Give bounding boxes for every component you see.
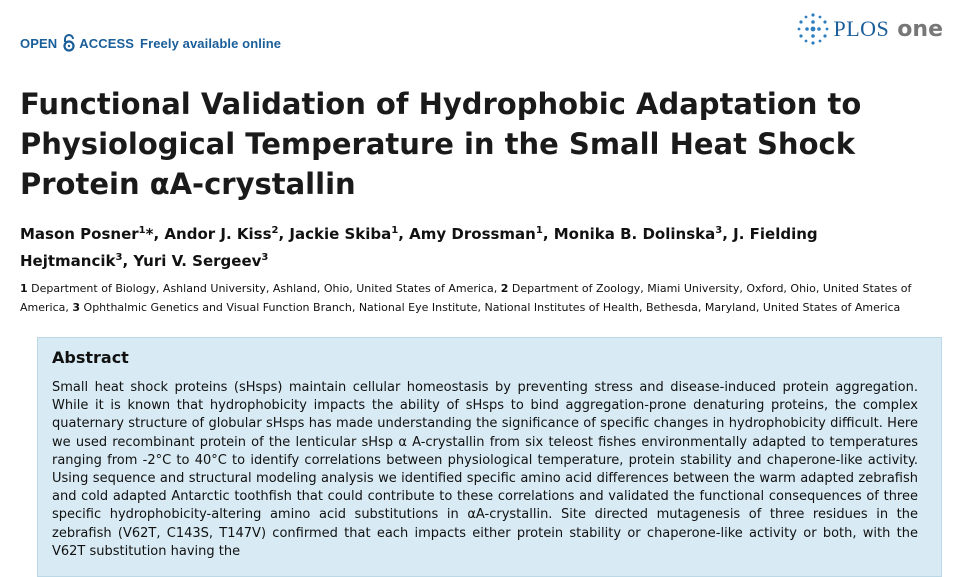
- affiliation-number: 2: [500, 282, 509, 295]
- plos-one-logo[interactable]: [796, 12, 944, 46]
- plos-dots-icon: [796, 12, 830, 46]
- abstract-text: Small heat shock proteins (sHsps) maintain cellular homeostasis by preventing stress and disease-induced protein aggregation. While it is known that hydrophobicity impacts the ability of sHsps to bind aggregation-prone denaturing proteins, the complex quaternary structure of globular sHsps has made understanding the significance of specific changes in hydrophobicity difficult. Here we used recombinant protein of the lenticular sHsp α A-crystallin from six teleost fishes environmentally adapted to temperatures ranging from -2°C to 40°C to identify correlations between physiological temperature, protein stability and chaperone-like activity. Using sequence and structural modeling analysis we identified specific amino acid differences between the warm adapted zebrafish and cold adapted Antarctic toothfish that could contribute to these correlations and validated the functional consequences of three specific hydrophobicity-altering amino acid substitutions in αA-crystallin. Site directed mutagenesis of three residues in the zebrafish (V62T, C143S, T147V) confirmed that each impacts either protein stability or chaperone-like activity or both, with the V62T substitution having the: [52, 380, 918, 559]
- author[interactable]: Monika B. Dolinska$^3$: [553, 225, 723, 243]
- author[interactable]: Jackie Skiba$^1$: [289, 225, 399, 243]
- affiliation-text: Department of Zoology, Miami University, Oxford, Ohio, United States of America,: [20, 282, 912, 314]
- author[interactable]: Yuri V. Sergeev$^3$: [133, 252, 269, 270]
- affiliations: [20, 279, 950, 317]
- freely-available-label: Freely available online: [140, 35, 282, 51]
- access-label: ACCESS: [79, 35, 135, 51]
- abstract-heading: Abstract: [52, 348, 129, 367]
- abstract-box: [37, 337, 942, 577]
- affiliation-number: 1: [20, 282, 28, 295]
- author-list: Mason Posner$^1$*, Andor J. Kiss$^2$, Jackie Skiba$^1$, Amy Drossman$^1$, Monika B. Dolinska$^3$, J. Fielding Hejtmancik$^3$, Yuri V. Sergeev$^3$: [20, 225, 818, 270]
- article-title: Functional Validation of Hydrophobic Adaptation to Physiological Temperature in the Small Heat Shock Protein αA-crystallin: [20, 87, 862, 201]
- one-wordmark: one: [897, 16, 943, 42]
- open-access-banner: [20, 34, 281, 52]
- affiliation-number: 3: [72, 301, 81, 314]
- author[interactable]: Mason Posner$^1$*: [20, 225, 154, 243]
- open-lock-icon: [61, 34, 77, 52]
- open-label: OPEN: [20, 35, 58, 51]
- plos-wordmark: PLOS: [833, 16, 890, 41]
- affiliation-text: Department of Biology, Ashland University, Ashland, Ohio, United States of America,: [31, 282, 498, 295]
- journal-header: [0, 0, 955, 60]
- author[interactable]: Andor J. Kiss$^2$: [164, 225, 279, 243]
- author[interactable]: J. Fielding Hejtmancik$^3$: [20, 225, 818, 270]
- author[interactable]: Amy Drossman$^1$: [409, 225, 543, 243]
- affiliation-text: Ophthalmic Genetics and Visual Function Branch, National Eye Institute, National Institutes of Health, Bethesda, Maryland, United States of America: [83, 301, 901, 314]
